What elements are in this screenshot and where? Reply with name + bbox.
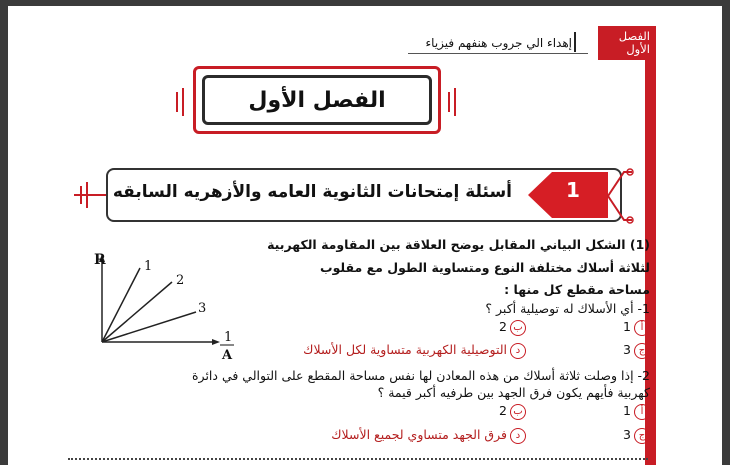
question-intro-line-1: (1) الشكل البياني المقابل يوضح العلاقة بين المقاومة الكهربية [267, 237, 650, 252]
graph-line-3 [102, 312, 196, 342]
line-label-3: 3 [198, 301, 207, 316]
resistance-graph [88, 246, 238, 361]
section-ornament [606, 166, 636, 226]
section-left-tick [80, 186, 82, 204]
dedication-text: إهداء الي جروب هنفهم فيزياء [425, 36, 572, 50]
section-title: أسئلة إمتحانات الثانوية العامه والأزهريه السابقه [112, 182, 512, 202]
q2-option-a[interactable]: أ1 [623, 403, 650, 420]
x-axis-label-numerator: 1 [224, 330, 233, 345]
x-axis-arrow [212, 339, 220, 345]
q2-option-d[interactable]: دفرق الجهد متساوي لجميع الأسلاك [331, 427, 526, 444]
x-axis-label-denominator: A [222, 348, 233, 361]
y-axis-label: R [94, 252, 106, 268]
q1-option-a[interactable]: أ1 [623, 319, 650, 336]
page [8, 6, 722, 465]
question-intro-line-3: مساحة مقطع كل منها : [504, 282, 650, 297]
sub-question-1: 1- أي الأسلاك له توصيلية أكبر ؟ [485, 301, 650, 316]
title-right-tick [454, 88, 456, 116]
sub-question-2-line-2: كهربية فأيهم يكون فرق الجهد بين طرفيه أكبر قيمة ؟ [377, 385, 650, 400]
header-underline [408, 53, 588, 54]
title-left-tick [176, 92, 178, 112]
graph-line-2 [102, 282, 172, 342]
q1-option-d[interactable]: دالتوصيلية الكهربية متساوية لكل الأسلاك [303, 342, 526, 359]
chapter-title: الفصل الأول [202, 75, 432, 125]
chapter-title-frame [193, 66, 441, 134]
title-left-tick [182, 88, 184, 116]
sub-question-2-line-1: 2- إذا وصلت ثلاثة أسلاك من هذه المعادن لها نفس مساحة المقطع على التوالي في دائرة [192, 368, 650, 383]
section-left-tick [86, 182, 88, 208]
line-label-2: 2 [176, 273, 185, 288]
q1-option-b[interactable]: ب2 [499, 319, 526, 336]
q1-option-c[interactable]: ج3 [623, 342, 650, 359]
header-divider [574, 32, 576, 52]
q2-option-c[interactable]: ج3 [623, 427, 650, 444]
q2-option-b[interactable]: ب2 [499, 403, 526, 420]
chapter-tab: الفصل الأول [598, 26, 656, 60]
question-intro-line-2: لثلاثة أسلاك مختلفة النوع ومتساوية الطول مع مقلوب [320, 260, 650, 275]
title-right-tick [448, 92, 450, 112]
section-number: 1 [566, 178, 580, 202]
dotted-separator [68, 458, 648, 460]
graph-line-1 [102, 268, 140, 342]
line-label-1: 1 [144, 259, 153, 274]
